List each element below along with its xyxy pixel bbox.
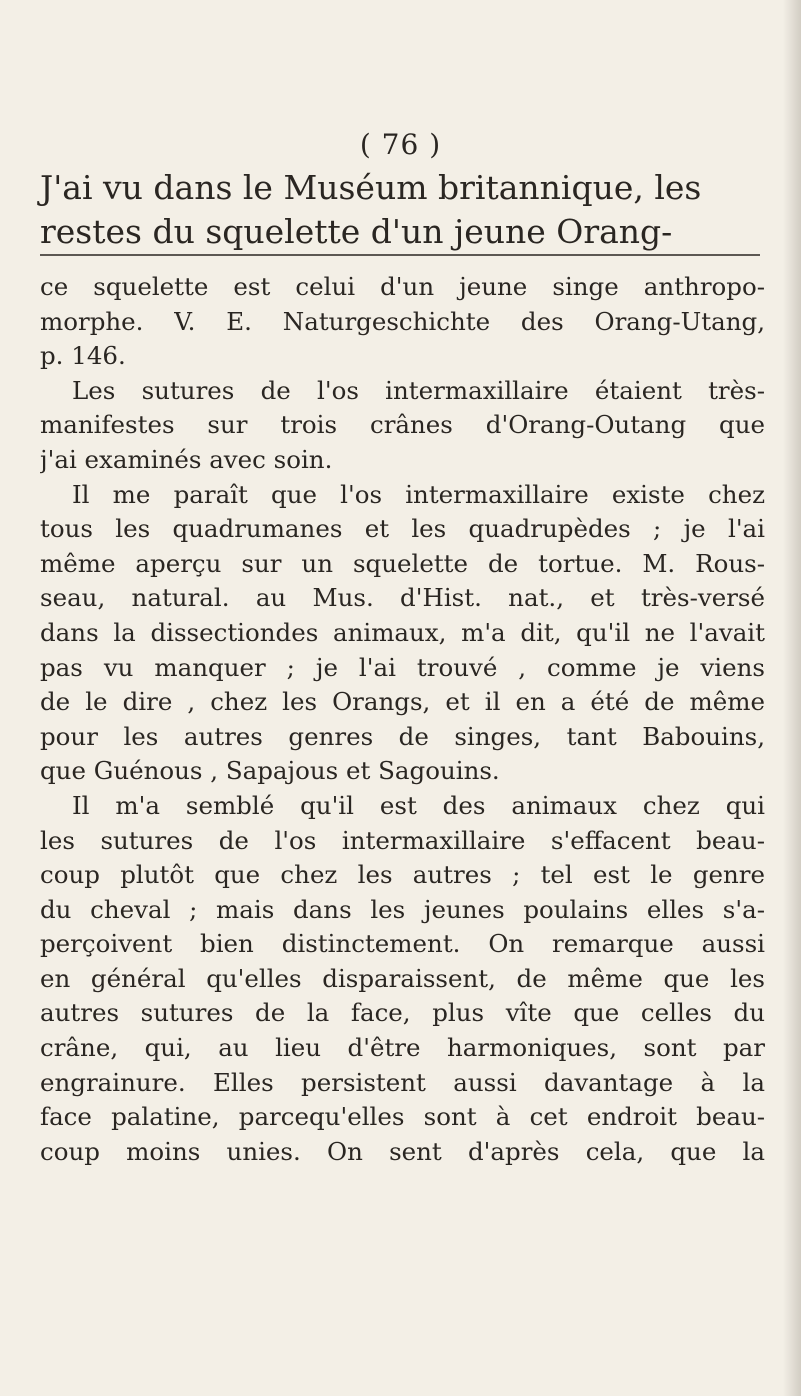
footnote-text bbox=[40, 270, 765, 1169]
footnote-line: dans la dissectiondes animaux, m'a dit, qu'il ne l'avait bbox=[40, 617, 765, 647]
footnote-line: coup moins unies. On sent d'après cela, que la bbox=[40, 1136, 765, 1166]
footnote-line: du cheval ; mais dans les jeunes poulains elles s'a- bbox=[40, 894, 765, 924]
main-text-line: J'ai vu dans le Muséum britannique, les bbox=[40, 168, 702, 207]
footnote-line: j'ai examinés avec soin. bbox=[40, 444, 333, 474]
footnote-line: tous les quadrumanes et les quadrupèdes ; je l'ai bbox=[40, 514, 765, 544]
footnote-line: p. 146. bbox=[40, 341, 126, 371]
footnote-line: pas vu manquer ; je l'ai trouvé , comme je viens bbox=[40, 652, 765, 682]
footnote-line: Il me paraît que l'os intermaxillaire existe chez bbox=[72, 479, 765, 509]
page-number: ( 76 ) bbox=[359, 128, 442, 161]
footnote-line: en général qu'elles disparaissent, de même que les bbox=[40, 963, 765, 993]
footnote-line: Il m'a semblé qu'il est des animaux chez qui bbox=[72, 790, 765, 820]
footnote-line: manifestes sur trois crânes d'Orang-Outang que bbox=[40, 410, 765, 440]
page-edge-shadow bbox=[783, 0, 801, 1396]
footnote-line: de le dire , chez les Orangs, et il en a été de même bbox=[40, 687, 765, 717]
main-text-line: restes du squelette d'un jeune Orang- bbox=[40, 212, 673, 251]
footnote-line: Les sutures de l'os intermaxillaire étaient très- bbox=[72, 375, 765, 405]
footnote-line: autres sutures de la face, plus vîte que celles du bbox=[40, 998, 765, 1028]
footnote-line: pour les autres genres de singes, tant Babouins, bbox=[40, 721, 765, 751]
footnote-line: même aperçu sur un squelette de tortue. M. Rous- bbox=[40, 548, 765, 578]
footnote-line: morphe. V. E. Naturgeschichte des Orang-Utang, bbox=[40, 306, 765, 336]
footnote-line: coup plutôt que chez les autres ; tel est le genre bbox=[40, 860, 765, 890]
footnote-line: que Guénous , Sapajous et Sagouins. bbox=[40, 756, 500, 786]
footnote-rule bbox=[40, 254, 760, 256]
footnote-line: face palatine, parcequ'elles sont à cet endroit beau- bbox=[40, 1102, 765, 1132]
footnote-line: ce squelette est celui d'un jeune singe anthropo- bbox=[40, 272, 765, 301]
footnote-line: perçoivent bien distinctement. On remarque aussi bbox=[40, 929, 765, 959]
footnote-line: crâne, qui, au lieu d'être harmoniques, sont par bbox=[40, 1033, 765, 1063]
footnote-line: engrainure. Elles persistent aussi davantage à la bbox=[40, 1067, 765, 1097]
main-text bbox=[40, 166, 770, 254]
footnote-line: les sutures de l'os intermaxillaire s'effacent beau- bbox=[40, 825, 765, 855]
footnote-line: seau, natural. au Mus. d'Hist. nat., et très-versé bbox=[40, 583, 765, 613]
